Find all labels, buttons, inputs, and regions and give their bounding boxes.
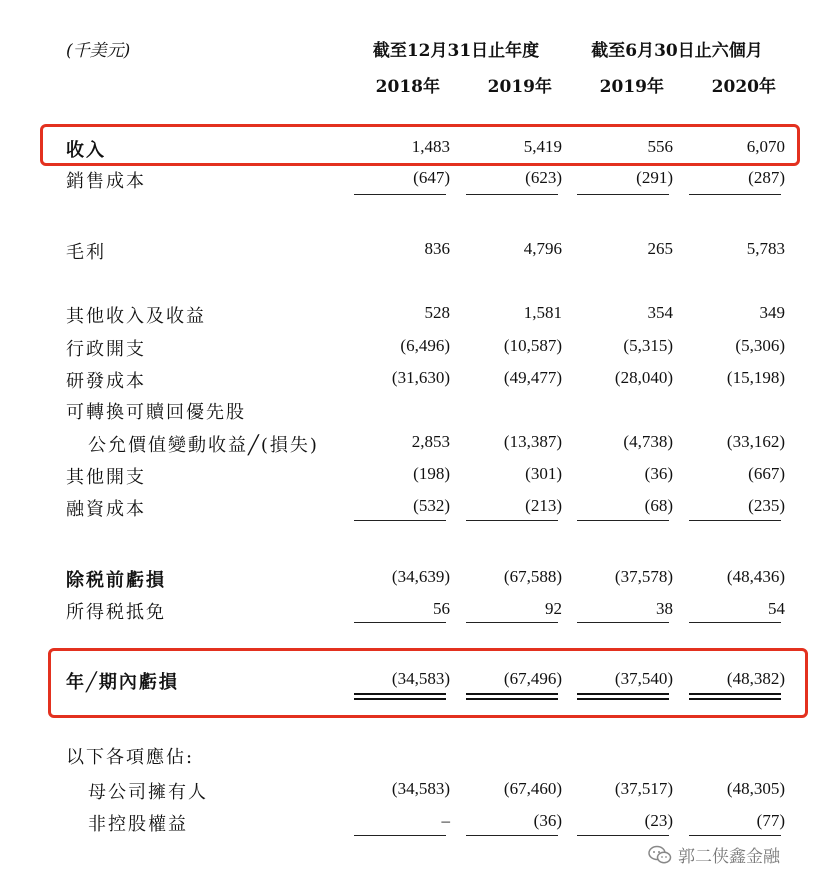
cell-rd-costs-col2: (49,477) (503, 368, 562, 387)
cell-tax-credit-col1: 56 (433, 599, 450, 618)
subtotal-rule (354, 835, 446, 836)
cell-loss-before-tax-col3: (37,578) (614, 567, 673, 586)
subtotal-rule (689, 520, 781, 521)
cell-loss-before-tax-col2: (67,588) (503, 567, 562, 586)
cell-other-expenses-col2: (301) (525, 464, 562, 483)
cell-net-loss-col1: (34,583) (391, 669, 450, 688)
cell-fair-value-change-col3: (4,738) (623, 432, 673, 451)
header-year-2019-annual: 2019年 (487, 77, 552, 97)
subtotal-rule (689, 835, 781, 836)
watermark (648, 842, 780, 867)
cell-tax-credit-col3: 38 (656, 599, 673, 618)
unit-label: (千美元) (66, 41, 131, 61)
row-label-other-expenses: 其他開支 (66, 467, 146, 488)
cell-net-loss-col3: (37,540) (614, 669, 673, 688)
cell-other-expenses-col3: (36) (644, 464, 673, 483)
cell-revenue-col2: 5,419 (523, 137, 562, 156)
cell-finance-costs-col1: (532) (413, 496, 450, 515)
subtotal-rule (354, 194, 446, 195)
cell-cost-of-sales-col1: (647) (413, 168, 450, 187)
header-year-2019-interim: 2019年 (599, 77, 664, 97)
row-label-revenue: 收入 (66, 140, 106, 161)
cell-finance-costs-col4: (235) (748, 496, 785, 515)
subtotal-rule (577, 622, 669, 623)
cell-finance-costs-col2: (213) (525, 496, 562, 515)
cell-parent-owners-col4: (48,305) (726, 779, 785, 798)
row-label-gross-profit: 毛利 (66, 242, 106, 263)
cell-gross-profit-col4: 5,783 (746, 239, 785, 258)
cell-finance-costs-col3: (68) (644, 496, 673, 515)
subtotal-rule (466, 622, 558, 623)
row-label-attributable-to: 以下各項應佔: (66, 747, 195, 768)
cell-revenue-col3: 556 (647, 137, 673, 156)
subtotal-rule (577, 520, 669, 521)
row-label-other-income: 其他收入及收益 (66, 306, 206, 327)
header-group-annual: 截至12月31日止年度 (372, 41, 540, 61)
cell-other-income-col3: 354 (647, 303, 673, 322)
row-label-preferred-shares: 可轉換可贖回優先股 (66, 402, 246, 423)
cell-tax-credit-col2: 92 (545, 599, 562, 618)
cell-other-expenses-col4: (667) (748, 464, 785, 483)
cell-net-loss-col2: (67,496) (503, 669, 562, 688)
watermark-text: 郭二侠鑫金融 (678, 847, 780, 867)
cell-fair-value-change-col4: (33,162) (726, 432, 785, 451)
cell-parent-owners-col3: (37,517) (614, 779, 673, 798)
cell-non-controlling-col2: (36) (533, 811, 562, 830)
cell-gross-profit-col1: 836 (424, 239, 450, 258)
row-label-fair-value-change: 公允價值變動收益╱(損失) (88, 435, 319, 456)
cell-other-income-col4: 349 (759, 303, 785, 322)
row-label-loss-before-tax: 除税前虧損 (66, 570, 166, 591)
highlight-box-revenue (40, 124, 800, 166)
row-label-finance-costs: 融資成本 (66, 499, 146, 520)
row-label-rd-costs: 研發成本 (66, 371, 146, 392)
highlight-box-net-loss (48, 648, 808, 718)
cell-tax-credit-col4: 54 (768, 599, 785, 618)
cell-non-controlling-col4: (77) (756, 811, 785, 830)
cell-rd-costs-col4: (15,198) (726, 368, 785, 387)
cell-net-loss-col4: (48,382) (726, 669, 785, 688)
cell-other-income-col2: 1,581 (523, 303, 562, 322)
row-label-net-loss: 年╱期內虧損 (66, 672, 179, 693)
wechat-icon (648, 845, 672, 865)
header-group-interim: 截至6月30日止六個月 (591, 41, 763, 61)
row-label-cost-of-sales: 銷售成本 (66, 171, 146, 192)
subtotal-rule (689, 194, 781, 195)
cell-parent-owners-col2: (67,460) (503, 779, 562, 798)
header-year-2018: 2018年 (375, 77, 440, 97)
row-label-tax-credit: 所得税抵免 (66, 602, 166, 623)
cell-gross-profit-col2: 4,796 (523, 239, 562, 258)
subtotal-rule (577, 835, 669, 836)
cell-admin-expenses-col1: (6,496) (400, 336, 450, 355)
cell-fair-value-change-col1: 2,853 (411, 432, 450, 451)
cell-fair-value-change-col2: (13,387) (503, 432, 562, 451)
subtotal-rule (466, 520, 558, 521)
cell-rd-costs-col1: (31,630) (391, 368, 450, 387)
subtotal-rule (466, 835, 558, 836)
cell-gross-profit-col3: 265 (647, 239, 673, 258)
cell-admin-expenses-col3: (5,315) (623, 336, 673, 355)
cell-cost-of-sales-col2: (623) (525, 168, 562, 187)
cell-loss-before-tax-col4: (48,436) (726, 567, 785, 586)
cell-loss-before-tax-col1: (34,639) (391, 567, 450, 586)
cell-parent-owners-col1: (34,583) (391, 779, 450, 798)
subtotal-rule (354, 520, 446, 521)
cell-admin-expenses-col2: (10,587) (503, 336, 562, 355)
cell-other-expenses-col1: (198) (413, 464, 450, 483)
cell-cost-of-sales-col3: (291) (636, 168, 673, 187)
header-year-2020: 2020年 (711, 77, 776, 97)
subtotal-rule (466, 194, 558, 195)
cell-cost-of-sales-col4: (287) (748, 168, 785, 187)
cell-non-controlling-col1: – (441, 811, 450, 830)
row-label-non-controlling: 非控股權益 (88, 814, 188, 835)
cell-revenue-col1: 1,483 (411, 137, 450, 156)
cell-rd-costs-col3: (28,040) (614, 368, 673, 387)
cell-non-controlling-col3: (23) (644, 811, 673, 830)
subtotal-rule (354, 622, 446, 623)
cell-admin-expenses-col4: (5,306) (735, 336, 785, 355)
row-label-admin-expenses: 行政開支 (66, 339, 146, 360)
subtotal-rule (689, 622, 781, 623)
row-label-parent-owners: 母公司擁有人 (88, 782, 208, 803)
cell-revenue-col4: 6,070 (746, 137, 785, 156)
subtotal-rule (577, 194, 669, 195)
cell-other-income-col1: 528 (424, 303, 450, 322)
